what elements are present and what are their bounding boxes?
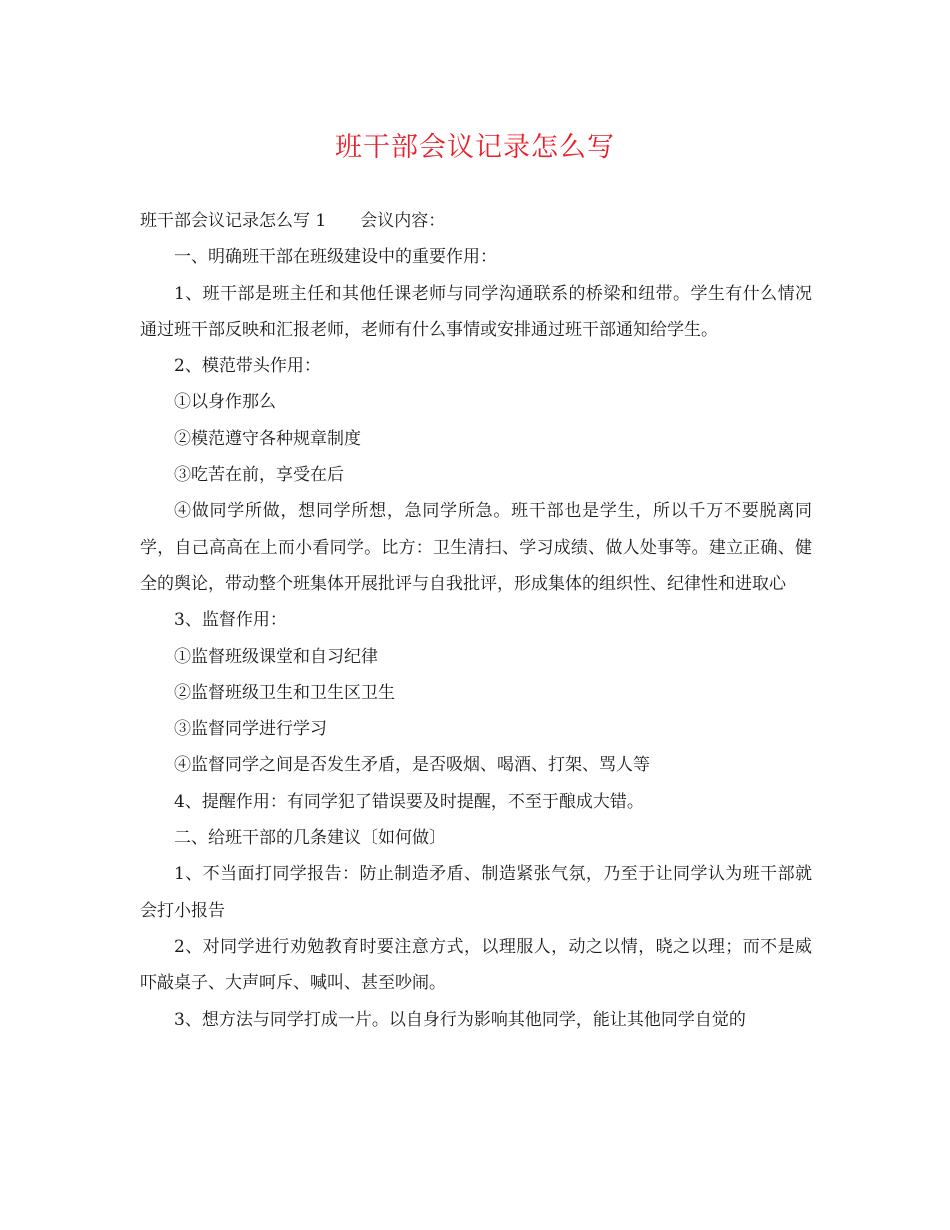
paragraph: 1、班干部是班主任和其他任课老师与同学沟通联系的桥梁和纽带。学生有什么情况通过班干部反映和汇报老师，老师有什么事情或安排通过班干部通知给学生。 xyxy=(140,283,812,340)
document-title: 班干部会议记录怎么写 xyxy=(335,132,615,163)
paragraph: 一、明确班干部在班级建设中的重要作用： xyxy=(174,247,497,268)
paragraph: ④做同学所做，想同学所想，急同学所急。班干部也是学生，所以千万不要脱离同学，自己高高在上而小看同学。比方：卫生清扫、学习成绩、做人处事等。建立正确、健全的舆论，带动整个班集体开展批评与自我批评，形成集体的组织性、纪律性和进取心 xyxy=(140,501,812,594)
paragraph: 4、提醒作用：有同学犯了错误要及时提醒，不至于酿成大错。 xyxy=(174,791,644,812)
paragraph: 2、对同学进行劝勉教育时要注意方式，以理服人，动之以情，晓之以理；而不是威吓敲桌子、大声呵斥、喊叫、甚至吵闹。 xyxy=(140,936,812,994)
paragraph: 2、模范带头作用： xyxy=(174,356,321,377)
meeting-content-label: 会议内容： xyxy=(360,211,446,231)
first-line xyxy=(140,203,812,239)
paragraph: ①监督班级课堂和自习纪律 xyxy=(174,646,378,667)
section-heading: 班干部会议记录怎么写 1 xyxy=(140,211,327,231)
paragraph: 3、监督作用： xyxy=(174,610,287,631)
paragraph: ②监督班级卫生和卫生区卫生 xyxy=(174,682,395,703)
paragraph: ①以身作那么 xyxy=(174,392,276,413)
paragraph: 3、想方法与同学打成一片。以自身行为影响其他同学，能让其他同学自觉的 xyxy=(174,1009,746,1030)
paragraph: 二、给班干部的几条建议〔如何做〕 xyxy=(174,828,446,849)
paragraph: ②模范遵守各种规章制度 xyxy=(174,428,361,449)
paragraph: 1、不当面打同学报告：防止制造矛盾、制造紧张气氛，乃至于让同学认为班干部就会打小报告 xyxy=(140,864,812,921)
document-body xyxy=(140,203,812,1038)
paragraph: ③吃苦在前，享受在后 xyxy=(174,465,344,486)
paragraph: ③监督同学进行学习 xyxy=(174,719,327,740)
paragraph: ④监督同学之间是否发生矛盾，是否吸烟、喝酒、打架、骂人等 xyxy=(174,755,650,776)
